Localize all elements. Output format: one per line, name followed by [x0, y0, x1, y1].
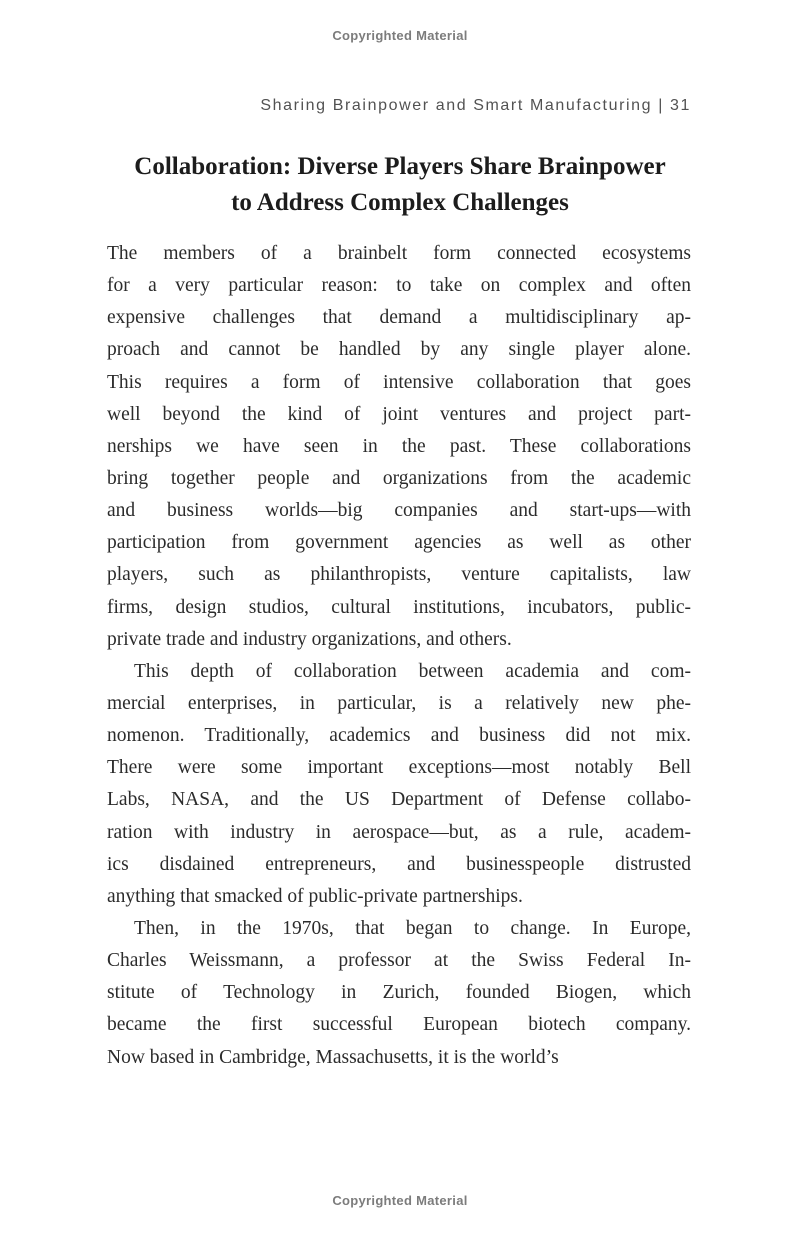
text-line: nomenon. Traditionally, academics and business did not mix. [107, 725, 691, 747]
running-header-text: Sharing Brainpower and Smart Manufacturing | 31 [260, 97, 691, 114]
text-line: private trade and industry organizations, and others. [107, 628, 512, 650]
text-line: anything that smacked of public-private partnerships. [107, 885, 523, 907]
text-line: ics disdained entrepreneurs, and businesspeople distrusted [107, 853, 691, 875]
text-line: well beyond the kind of joint ventures and project part- [107, 403, 691, 425]
section-title-line-2: to Address Complex Challenges [231, 189, 569, 216]
text-line: This depth of collaboration between academia and com- [134, 660, 691, 682]
text-line: bring together people and organizations from the academic [107, 467, 691, 489]
text-line: became the first successful European biotech company. [107, 1014, 691, 1036]
text-line: There were some important exceptions—most notably Bell [107, 757, 691, 779]
text-line: firms, design studios, cultural institutions, incubators, public- [107, 596, 691, 618]
text-line: for a very particular reason: to take on complex and often [107, 275, 691, 297]
text-line: stitute of Technology in Zurich, founded Biogen, which [107, 982, 691, 1004]
running-header [107, 97, 691, 115]
text-line: and business worlds—big companies and start-ups—with [107, 500, 691, 522]
text-line: This requires a form of intensive collaboration that goes [107, 371, 691, 393]
text-line: The members of a brainbelt form connected ecosystems [107, 243, 691, 264]
body-text [107, 238, 691, 1074]
text-line: Labs, NASA, and the US Department of Defense collabo- [107, 789, 691, 811]
copyright-notice-top: Copyrighted Material [332, 28, 468, 43]
section-title [40, 149, 760, 221]
text-line: Now based in Cambridge, Massachusetts, it is the world’s [107, 1046, 559, 1068]
text-line: Then, in the 1970s, that began to change. In Europe, [134, 917, 691, 939]
copyright-notice-bottom: Copyrighted Material [332, 1193, 468, 1208]
text-line: Charles Weissmann, a professor at the Swiss Federal In- [107, 950, 691, 972]
text-line: mercial enterprises, in particular, is a relatively new phe- [107, 692, 691, 714]
text-line: expensive challenges that demand a multidisciplinary ap- [107, 307, 691, 329]
text-line: proach and cannot be handled by any single player alone. [107, 339, 691, 361]
text-line: nerships we have seen in the past. These collaborations [107, 435, 691, 457]
text-line: players, such as philanthropists, venture capitalists, law [107, 564, 691, 586]
section-title-line-1: Collaboration: Diverse Players Share Brainpower [134, 153, 666, 180]
text-line: participation from government agencies as well as other [107, 532, 691, 554]
text-line: ration with industry in aerospace—but, as a rule, academ- [107, 821, 691, 843]
